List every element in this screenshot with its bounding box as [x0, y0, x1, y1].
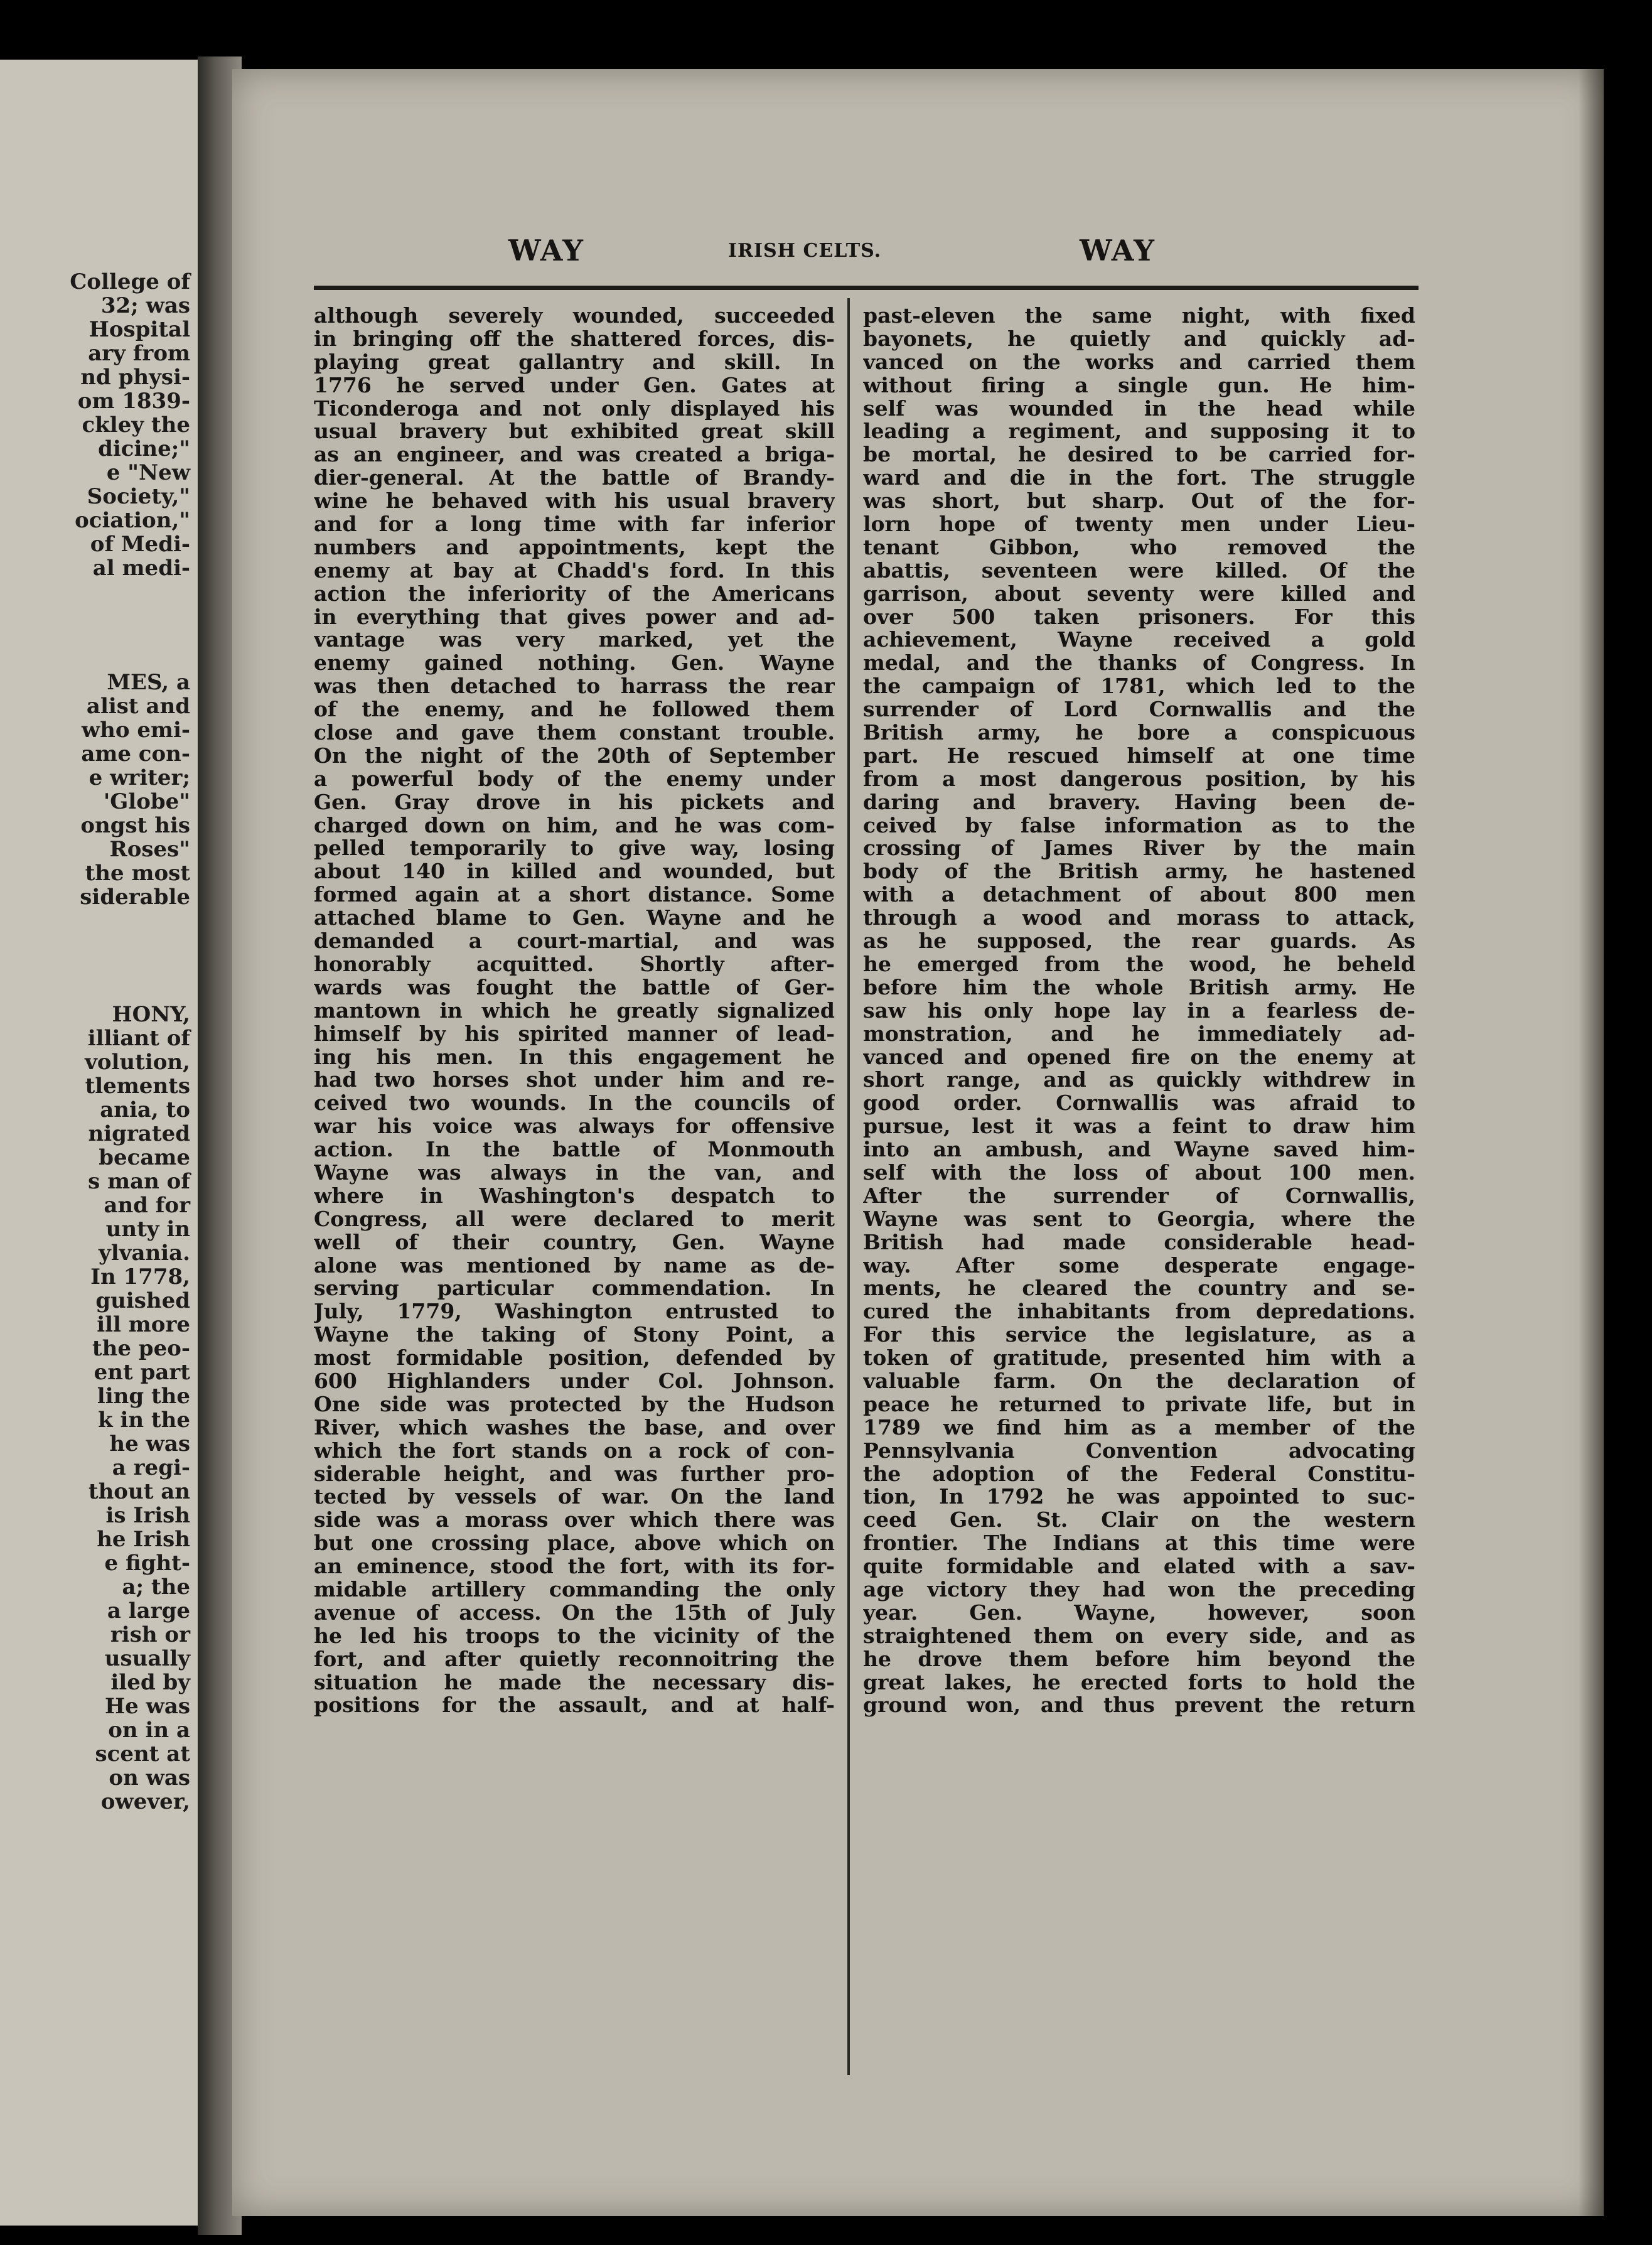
article-line: himself by his spirited manner of lead-	[314, 1022, 835, 1046]
running-head-left: WAY	[508, 234, 584, 267]
article-line: with a detachment of about 800 men	[863, 883, 1415, 907]
article-line: wards was fought the battle of Ger-	[314, 976, 835, 999]
article-line: had two horses shot under him and re-	[314, 1069, 835, 1092]
article-line: the adoption of the Federal Constitu-	[863, 1462, 1415, 1486]
previous-page-line: became	[99, 1145, 190, 1170]
article-line: about 140 in killed and wounded, but	[314, 860, 835, 884]
previous-page-line: who emi-	[81, 718, 190, 743]
previous-page-line: dicine;"	[98, 436, 190, 461]
article-line: honorably acquitted. Shortly after-	[314, 952, 835, 976]
article-line: and for a long time with far inferior	[314, 513, 835, 536]
previous-page-line: a regi-	[112, 1455, 190, 1480]
previous-page-line: ongst his	[80, 813, 190, 838]
article-line: although severely wounded, succeeded	[314, 304, 835, 328]
previous-page-line: ckley the	[82, 412, 190, 438]
previous-page-line: of Medi-	[90, 532, 190, 557]
previous-page-line: ociation,"	[75, 508, 190, 533]
article-line: but one crossing place, above which on	[314, 1532, 835, 1556]
previous-page-line: and for	[104, 1193, 190, 1218]
article-line: vantage was very marked, yet the	[314, 628, 835, 652]
article-line: daring and bravery. Having been de-	[863, 790, 1415, 814]
article-line: medal, and the thanks of Congress. In	[863, 652, 1415, 676]
article-line: straightened them on every side, and as	[863, 1624, 1415, 1648]
article-line: dier-general. At the battle of Brandy-	[314, 466, 835, 490]
article-line: attached blame to Gen. Wayne and he	[314, 907, 835, 930]
article-line: in everything that gives power and ad-	[314, 605, 835, 629]
article-line: siderable height, and was further pro-	[314, 1462, 835, 1486]
previous-page-line: scent at	[95, 1742, 190, 1767]
article-line: alone was mentioned by name as de-	[314, 1254, 835, 1278]
article-line: achievement, Wayne received a gold	[863, 628, 1415, 652]
article-line: tected by vessels of war. On the land	[314, 1485, 835, 1509]
previous-page-line: In 1778,	[90, 1264, 190, 1289]
article-line: July, 1779, Washington entrusted to	[314, 1300, 835, 1324]
article-line: self with the loss of about 100 men.	[863, 1161, 1415, 1185]
article-line: ing his men. In this engagement he	[314, 1045, 835, 1069]
previous-page-line: MES, a	[107, 670, 190, 695]
article-right-column	[863, 304, 1415, 1717]
previous-page-line: al medi-	[92, 556, 190, 581]
article-line: peace he returned to private life, but in	[863, 1392, 1415, 1416]
article-line: pursue, lest it was a feint to draw him	[863, 1115, 1415, 1139]
page-edge-shadow	[1579, 69, 1604, 2216]
article-line: ments, he cleared the country and se-	[863, 1277, 1415, 1301]
article-line: tenant Gibbon, who removed the	[863, 536, 1415, 559]
article-line: a powerful body of the enemy under	[314, 767, 835, 791]
article-line: usual bravery but exhibited great skill	[314, 420, 835, 444]
article-line: British army, he bore a conspicuous	[863, 721, 1415, 745]
article-line: great lakes, he erected forts to hold the	[863, 1671, 1415, 1694]
article-line: side was a morass over which there was	[314, 1509, 835, 1532]
previous-page-line: HONY,	[112, 1002, 190, 1027]
previous-page-line: the peo-	[92, 1336, 190, 1361]
previous-page-line: alist and	[86, 694, 190, 719]
previous-page-line: is Irish	[105, 1503, 190, 1528]
article-line: saw his only hope lay in a fearless de-	[863, 999, 1415, 1023]
article-line: without firing a single gun. He him-	[863, 374, 1415, 397]
previous-page-line: Society,"	[87, 484, 190, 509]
article-line: war his voice was always for offensive	[314, 1115, 835, 1139]
article-line: British had made considerable head-	[863, 1230, 1415, 1254]
article-line: lorn hope of twenty men under Lieu-	[863, 513, 1415, 536]
previous-page-line: he Irish	[97, 1527, 190, 1552]
article-line: past-eleven the same night, with fixed	[863, 304, 1415, 328]
article-line: midable artillery commanding the only	[314, 1578, 835, 1602]
article-line: situation he made the necessary dis-	[314, 1671, 835, 1694]
article-line: he led his troops to the vicinity of the	[314, 1624, 835, 1648]
article-line: most formidable position, defended by	[314, 1347, 835, 1370]
article-line: abattis, seventeen were killed. Of the	[863, 559, 1415, 583]
article-line: Wayne was always in the van, and	[314, 1161, 835, 1185]
previous-page-line: s man of	[88, 1169, 190, 1194]
article-line: After the surrender of Cornwallis,	[863, 1184, 1415, 1208]
article-line: fort, and after quietly reconnoitring the	[314, 1647, 835, 1671]
article-line: On the night of the 20th of September	[314, 744, 835, 768]
previous-page-line: College of	[70, 269, 190, 294]
article-line: vanced and opened fire on the enemy at	[863, 1045, 1415, 1069]
article-line: where in Washington's despatch to	[314, 1184, 835, 1208]
previous-page-line: tlements	[85, 1074, 190, 1099]
previous-page-line: guished	[95, 1288, 190, 1313]
article-line: action the inferiority of the Americans	[314, 582, 835, 606]
article-line: numbers and appointments, kept the	[314, 536, 835, 559]
article-line: was short, but sharp. Out of the for-	[863, 490, 1415, 514]
previous-page-line: volution,	[85, 1050, 190, 1075]
article-line: quite formidable and elated with a sav-	[863, 1555, 1415, 1578]
running-head-right: WAY	[1080, 234, 1156, 267]
article-line: good order. Cornwallis was afraid to	[863, 1092, 1415, 1116]
article-line: which the fort stands on a rock of con-	[314, 1439, 835, 1463]
previous-page-line: siderable	[80, 885, 190, 910]
article-line: year. Gen. Wayne, however, soon	[863, 1601, 1415, 1625]
header-rule	[314, 286, 1419, 290]
article-line: cured the inhabitants from depredations.	[863, 1300, 1415, 1324]
article-line: into an ambush, and Wayne saved him-	[863, 1138, 1415, 1161]
article-line: short range, and as quickly withdrew in	[863, 1069, 1415, 1092]
previous-page-line: k in the	[98, 1408, 190, 1433]
article-line: age victory they had won the preceding	[863, 1578, 1415, 1602]
article-line: enemy gained nothing. Gen. Wayne	[314, 652, 835, 676]
article-line: way. After some desperate engage-	[863, 1254, 1415, 1278]
previous-page-line: e "New	[106, 460, 190, 485]
previous-page-line: the most	[85, 861, 190, 886]
article-line: pelled temporarily to give way, losing	[314, 837, 835, 861]
previous-page-line: ling the	[97, 1384, 190, 1409]
article-line: playing great gallantry and skill. In	[314, 350, 835, 374]
article-line: mantown in which he greatly signalized	[314, 999, 835, 1023]
article-line: he emerged from the wood, he beheld	[863, 952, 1415, 976]
article-line: Wayne was sent to Georgia, where the	[863, 1207, 1415, 1231]
article-line: tion, In 1792 he was appointed to suc-	[863, 1485, 1415, 1509]
article-line: 1789 we find him as a member of the	[863, 1416, 1415, 1440]
previous-page-line: thout an	[88, 1479, 190, 1504]
article-line: ground won, and thus prevent the return	[863, 1694, 1415, 1718]
previous-page-line: Hospital	[88, 317, 190, 342]
article-line: River, which washes the base, and over	[314, 1416, 835, 1440]
previous-page-line: illiant of	[87, 1026, 190, 1051]
article-line: an eminence, stood the fort, with its for-	[314, 1555, 835, 1578]
article-line: Pennsylvania Convention advocating	[863, 1439, 1415, 1463]
article-line: of the enemy, and he followed them	[314, 698, 835, 722]
previous-page-line: ania, to	[100, 1097, 190, 1122]
previous-page-line: ill more	[97, 1312, 190, 1337]
article-line: 1776 he served under Gen. Gates at	[314, 374, 835, 397]
previous-page-line: Roses"	[109, 837, 190, 862]
previous-page-line: 32; was	[100, 293, 190, 318]
previous-page-line: om 1839-	[77, 389, 190, 414]
previous-page-line: usually	[104, 1646, 190, 1671]
article-line: he drove them before him beyond the	[863, 1647, 1415, 1671]
article-line: Ticonderoga and not only displayed his	[314, 397, 835, 421]
previous-page-line: on was	[109, 1765, 190, 1790]
article-line: crossing of James River by the main	[863, 837, 1415, 861]
previous-page-line: 'Globe"	[103, 789, 190, 814]
article-line: from a most dangerous position, by his	[863, 767, 1415, 791]
article-line: positions for the assault, and at half-	[314, 1694, 835, 1718]
article-line: as he supposed, the rear guards. As	[863, 930, 1415, 953]
article-line: was then detached to harrass the rear	[314, 675, 835, 699]
article-line: as an engineer, and was created a briga-	[314, 443, 835, 467]
article-line: the campaign of 1781, which led to the	[863, 675, 1415, 699]
running-head	[232, 234, 1604, 277]
article-line: ward and die in the fort. The struggle	[863, 466, 1415, 490]
article-line: before him the whole British army. He	[863, 976, 1415, 999]
article-line: One side was protected by the Hudson	[314, 1392, 835, 1416]
previous-page-line: rish or	[110, 1622, 190, 1647]
article-line: ceed Gen. St. Clair on the western	[863, 1509, 1415, 1532]
previous-page-fragment	[0, 60, 198, 2226]
previous-page-line: ary from	[88, 341, 190, 366]
article-line: Gen. Gray drove in his pickets and	[314, 790, 835, 814]
previous-page-line: e writer;	[88, 765, 190, 790]
previous-page-line: iled by	[110, 1670, 190, 1695]
article-line: surrender of Lord Cornwallis and the	[863, 698, 1415, 722]
article-line: over 500 taken prisoners. For this	[863, 605, 1415, 629]
previous-page-line: on in a	[108, 1718, 190, 1743]
previous-page-line: a; the	[122, 1575, 190, 1600]
previous-page-line: ame con-	[81, 741, 190, 767]
previous-page-line: e fight-	[104, 1551, 190, 1576]
previous-page-line: ent part	[94, 1360, 190, 1385]
book-page	[232, 69, 1604, 2216]
article-line: action. In the battle of Monmouth	[314, 1138, 835, 1161]
previous-page-line: ylvania.	[99, 1241, 190, 1266]
article-line: token of gratitude, presented him with a	[863, 1347, 1415, 1370]
article-line: 600 Highlanders under Col. Johnson.	[314, 1369, 835, 1393]
article-line: vanced on the works and carried them	[863, 350, 1415, 374]
article-line: valuable farm. On the declaration of	[863, 1369, 1415, 1393]
article-line: through a wood and morass to attack,	[863, 907, 1415, 930]
article-line: monstration, and he immediately ad-	[863, 1022, 1415, 1046]
previous-page-line: He was	[104, 1694, 190, 1719]
column-rule	[847, 298, 850, 2075]
article-line: For this service the legislature, as a	[863, 1323, 1415, 1347]
article-line: formed again at a short distance. Some	[314, 883, 835, 907]
article-line: bayonets, he quietly and quickly ad-	[863, 327, 1415, 351]
previous-page-line: a large	[107, 1598, 190, 1623]
article-line: in bringing off the shattered forces, dis-	[314, 327, 835, 351]
article-line: close and gave them constant trouble.	[314, 721, 835, 745]
article-line: be mortal, he desired to be carried for-	[863, 443, 1415, 467]
previous-page-line: unty in	[105, 1217, 190, 1242]
article-line: garrison, about seventy were killed and	[863, 582, 1415, 606]
article-line: charged down on him, and he was com-	[314, 814, 835, 837]
article-line: ceived by false information as to the	[863, 814, 1415, 837]
article-line: demanded a court-martial, and was	[314, 930, 835, 953]
article-line: leading a regiment, and supposing it to	[863, 420, 1415, 444]
article-line: Wayne the taking of Stony Point, a	[314, 1323, 835, 1347]
article-line: enemy at bay at Chadd's ford. In this	[314, 559, 835, 583]
article-line: Congress, all were declared to merit	[314, 1207, 835, 1231]
article-line: well of their country, Gen. Wayne	[314, 1230, 835, 1254]
previous-page-line: he was	[109, 1431, 190, 1456]
article-line: serving particular commendation. In	[314, 1277, 835, 1301]
article-line: part. He rescued himself at one time	[863, 744, 1415, 768]
article-line: self was wounded in the head while	[863, 397, 1415, 421]
running-head-center: IRISH CELTS.	[728, 240, 882, 262]
previous-page-line: nd physi-	[80, 365, 190, 390]
article-line: avenue of access. On the 15th of July	[314, 1601, 835, 1625]
article-line: ceived two wounds. In the councils of	[314, 1092, 835, 1116]
article-left-column	[314, 304, 835, 1717]
article-line: frontier. The Indians at this time were	[863, 1532, 1415, 1556]
previous-page-line: nigrated	[88, 1121, 190, 1146]
article-line: body of the British army, he hastened	[863, 860, 1415, 884]
previous-page-line: owever,	[100, 1789, 190, 1814]
article-line: wine he behaved with his usual bravery	[314, 490, 835, 514]
